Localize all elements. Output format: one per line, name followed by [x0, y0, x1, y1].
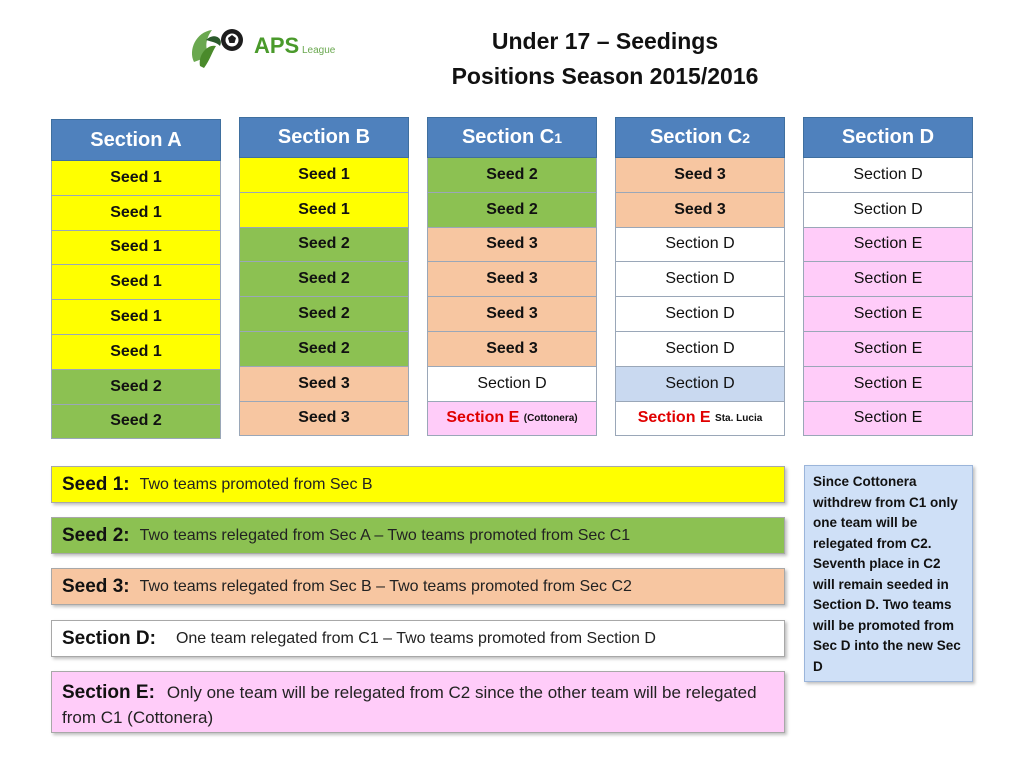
section-c2-cell: Section D	[615, 228, 785, 263]
legend-seed-3-text: Two teams relegated from Sec B – Two teams promoted from Sec C2	[139, 577, 632, 595]
section-a-cell: Seed 1	[51, 265, 221, 300]
section-a-cell: Seed 1	[51, 335, 221, 370]
legend-seed-1-text: Two teams promoted from Sec B	[139, 475, 373, 493]
section-d-cell: Section E	[803, 297, 973, 332]
section-c2-last-label: Section E	[637, 409, 711, 427]
section-d-cell: Section E	[803, 262, 973, 297]
title-line-1: Under 17 – Seedings	[491, 28, 719, 54]
section-b-cell: Seed 1	[239, 193, 409, 228]
section-c2-cell-last	[615, 402, 785, 437]
legend-seed-2-key: Seed 2:	[62, 524, 130, 546]
column-section-c1	[427, 117, 597, 436]
legend-seed-2	[51, 517, 785, 554]
section-c1-last-label: Section E	[446, 409, 520, 427]
section-d-cell: Section E	[803, 228, 973, 263]
logo-sub: League	[302, 45, 336, 56]
legend-seed-1	[51, 466, 785, 503]
legend-section-e-text: Only one team will be relegated from C2 since the other team will be relegated from C1 (Cottonera)	[62, 683, 757, 727]
legend-seed-3	[51, 568, 785, 605]
section-c2-header	[615, 117, 785, 158]
legend-section-d	[51, 620, 785, 657]
column-section-d	[803, 117, 973, 436]
legend-section-d-text: One team relegated from C1 – Two teams promoted from Section D	[175, 629, 656, 647]
section-c2-cell: Seed 3	[615, 193, 785, 228]
legend-seed-2-text: Two teams relegated from Sec A – Two teams promoted from Sec C1	[139, 526, 631, 544]
section-a-cell: Seed 1	[51, 196, 221, 231]
section-b-cell: Seed 2	[239, 332, 409, 367]
section-c1-cell: Seed 2	[427, 193, 597, 228]
legend-section-e	[51, 671, 785, 733]
section-a-header: Section A	[51, 119, 221, 161]
section-c1-cell: Seed 3	[427, 262, 597, 297]
column-section-b	[239, 117, 409, 436]
section-c1-header-label: Section C	[461, 126, 555, 148]
section-c2-cell: Section D	[615, 297, 785, 332]
section-a-cell: Seed 2	[51, 370, 221, 405]
section-c2-header-sub: 2	[742, 129, 751, 146]
section-b-cell: Seed 1	[239, 158, 409, 193]
legend-section-d-key: Section D:	[62, 627, 156, 649]
section-b-cell: Seed 2	[239, 297, 409, 332]
section-c2-cell: Section D	[615, 332, 785, 367]
legend-seed-3-key: Seed 3:	[62, 575, 130, 597]
section-a-cell: Seed 1	[51, 300, 221, 335]
section-c1-last-note: (Cottonera)	[523, 412, 578, 424]
section-d-cell: Section D	[803, 158, 973, 193]
section-c1-header-sub: 1	[554, 129, 563, 146]
section-b-cell: Seed 3	[239, 402, 409, 437]
section-c1-cell: Seed 3	[427, 228, 597, 263]
section-b-cell: Seed 2	[239, 228, 409, 263]
section-d-cell: Section E	[803, 332, 973, 367]
section-c1-cell: Section D	[427, 367, 597, 402]
section-c2-last-note: Sta. Lucia	[715, 412, 763, 424]
logo-brand: APS	[254, 33, 300, 58]
section-c2-cell: Seed 3	[615, 158, 785, 193]
section-d-cell: Section E	[803, 402, 973, 437]
section-c1-cell: Seed 3	[427, 297, 597, 332]
section-a-cell: Seed 1	[51, 161, 221, 196]
column-section-a	[51, 119, 221, 439]
section-a-cell: Seed 1	[51, 231, 221, 266]
section-c1-cell: Seed 3	[427, 332, 597, 367]
section-d-cell: Section E	[803, 367, 973, 402]
section-c1-header	[427, 117, 597, 158]
section-d-cell: Section D	[803, 193, 973, 228]
page-title	[430, 24, 780, 94]
column-section-c2	[615, 117, 785, 436]
section-d-header: Section D	[803, 117, 973, 158]
section-a-cell: Seed 2	[51, 405, 221, 440]
section-c2-cell: Section D	[615, 262, 785, 297]
section-c1-cell-last	[427, 402, 597, 437]
section-c1-cell: Seed 2	[427, 158, 597, 193]
section-b-cell: Seed 2	[239, 262, 409, 297]
section-c2-cell: Section D	[615, 367, 785, 402]
cottonera-note: Since Cottonera withdrew from C1 only one team will be relegated from C2. Seventh place in C2 will remain seeded in Section D. Two teams will be promoted from Sec D into the new Sec D	[804, 465, 973, 682]
section-b-cell: Seed 3	[239, 367, 409, 402]
legend-section-e-key: Section E:	[62, 682, 155, 703]
section-c2-header-label: Section C	[649, 126, 743, 148]
title-line-2: Positions Season 2015/2016	[451, 63, 759, 89]
section-b-header: Section B	[239, 117, 409, 158]
legend-seed-1-key: Seed 1:	[62, 473, 130, 495]
